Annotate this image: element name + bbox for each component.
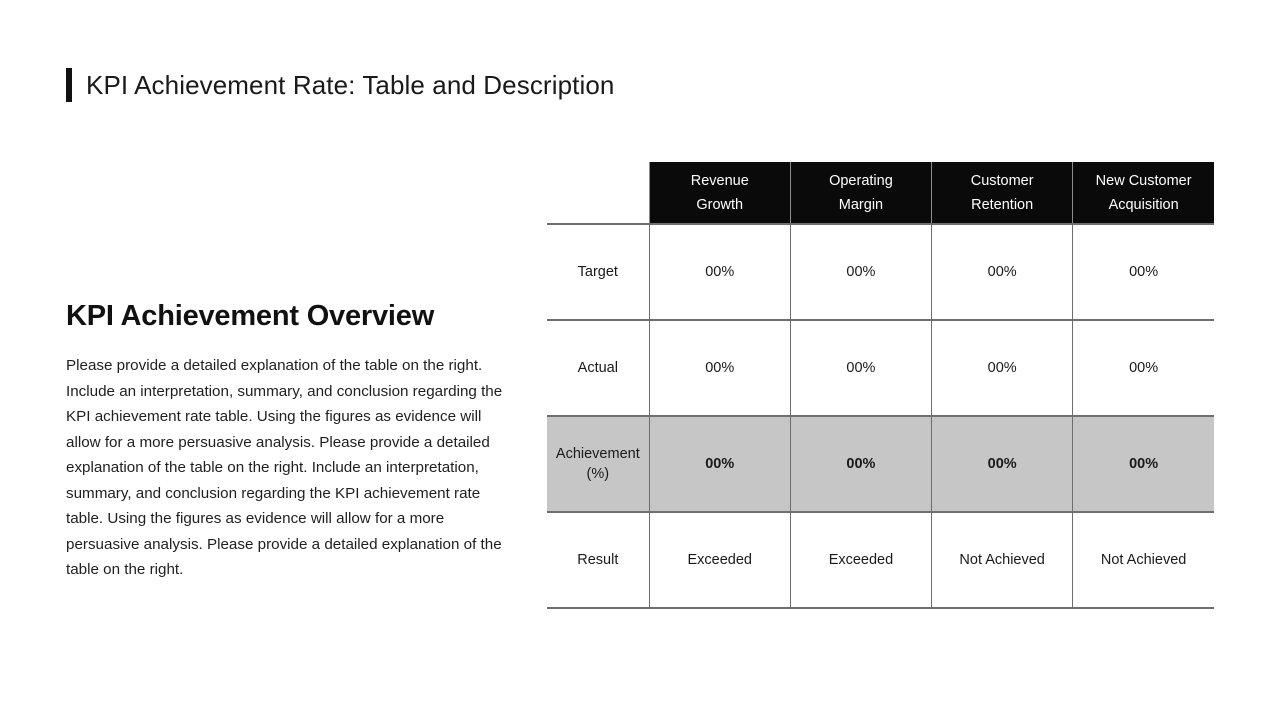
table-column-header — [1073, 162, 1214, 224]
table-cell: Exceeded — [790, 512, 931, 608]
table-cell: 00% — [790, 320, 931, 416]
table-column-header — [649, 162, 790, 224]
table-cell: 00% — [932, 224, 1073, 320]
kpi-table-container — [547, 162, 1214, 609]
row-label-line: Achievement — [555, 446, 640, 462]
table-cell: 00% — [932, 320, 1073, 416]
description-body: Please provide a detailed explanation of the table on the right. Include an interpretation, summary, and conclusion regarding the KPI achievement rate table. Using the figures as evidence will allow for a more persuasive analysis. Please provide a detailed explanation of the table on the right. Include an interpretation, summary, and conclusion regarding the KPI achievement rate table. Using the figures as evidence will allow for a more persuasive analysis. Please provide a detailed explanation of the table on the right. — [66, 357, 503, 578]
table-header-row — [547, 162, 1214, 224]
description-panel — [66, 300, 512, 583]
column-header-line: New Customer — [1095, 172, 1192, 189]
table-cell: 00% — [649, 416, 790, 512]
table-cell: 00% — [1073, 320, 1214, 416]
table-column-header — [932, 162, 1073, 224]
column-header-line: Retention — [971, 196, 1034, 213]
table-cell: Exceeded — [649, 512, 790, 608]
title-accent-bar — [66, 68, 72, 102]
table-row-label — [547, 320, 649, 416]
description-heading: KPI Achievement Overview — [66, 300, 435, 332]
slide-title-block — [66, 68, 614, 102]
table-row-label — [547, 512, 649, 608]
table-cell: 00% — [649, 224, 790, 320]
table-corner-cell — [547, 162, 649, 224]
column-header-line: Margin — [838, 196, 884, 213]
table-cell: 00% — [1073, 224, 1214, 320]
table-row-label — [547, 416, 649, 512]
column-header-line: Operating — [829, 172, 893, 189]
table-cell: 00% — [649, 320, 790, 416]
table-cell: 00% — [790, 416, 931, 512]
table-cell: Not Achieved — [932, 512, 1073, 608]
table-row — [547, 224, 1214, 320]
column-header-line: Acquisition — [1108, 196, 1179, 213]
row-label-line: Target — [577, 264, 618, 280]
table-cell: 00% — [932, 416, 1073, 512]
column-header-line: Growth — [696, 196, 744, 213]
table-cell: 00% — [790, 224, 931, 320]
kpi-table-body — [547, 224, 1214, 608]
table-row-label — [547, 224, 649, 320]
column-header-line: Customer — [970, 172, 1034, 189]
table-row — [547, 512, 1214, 608]
row-label-line: (%) — [586, 466, 610, 482]
kpi-table-head — [547, 162, 1214, 224]
table-row — [547, 320, 1214, 416]
row-label-line: Result — [577, 552, 619, 568]
page-title: KPI Achievement Rate: Table and Description — [86, 69, 615, 100]
table-cell: 00% — [1073, 416, 1214, 512]
table-cell: Not Achieved — [1073, 512, 1214, 608]
table-column-header — [790, 162, 931, 224]
row-label-line: Actual — [577, 360, 618, 376]
kpi-table — [547, 162, 1214, 609]
column-header-line: Revenue — [690, 172, 749, 189]
table-row — [547, 416, 1214, 512]
